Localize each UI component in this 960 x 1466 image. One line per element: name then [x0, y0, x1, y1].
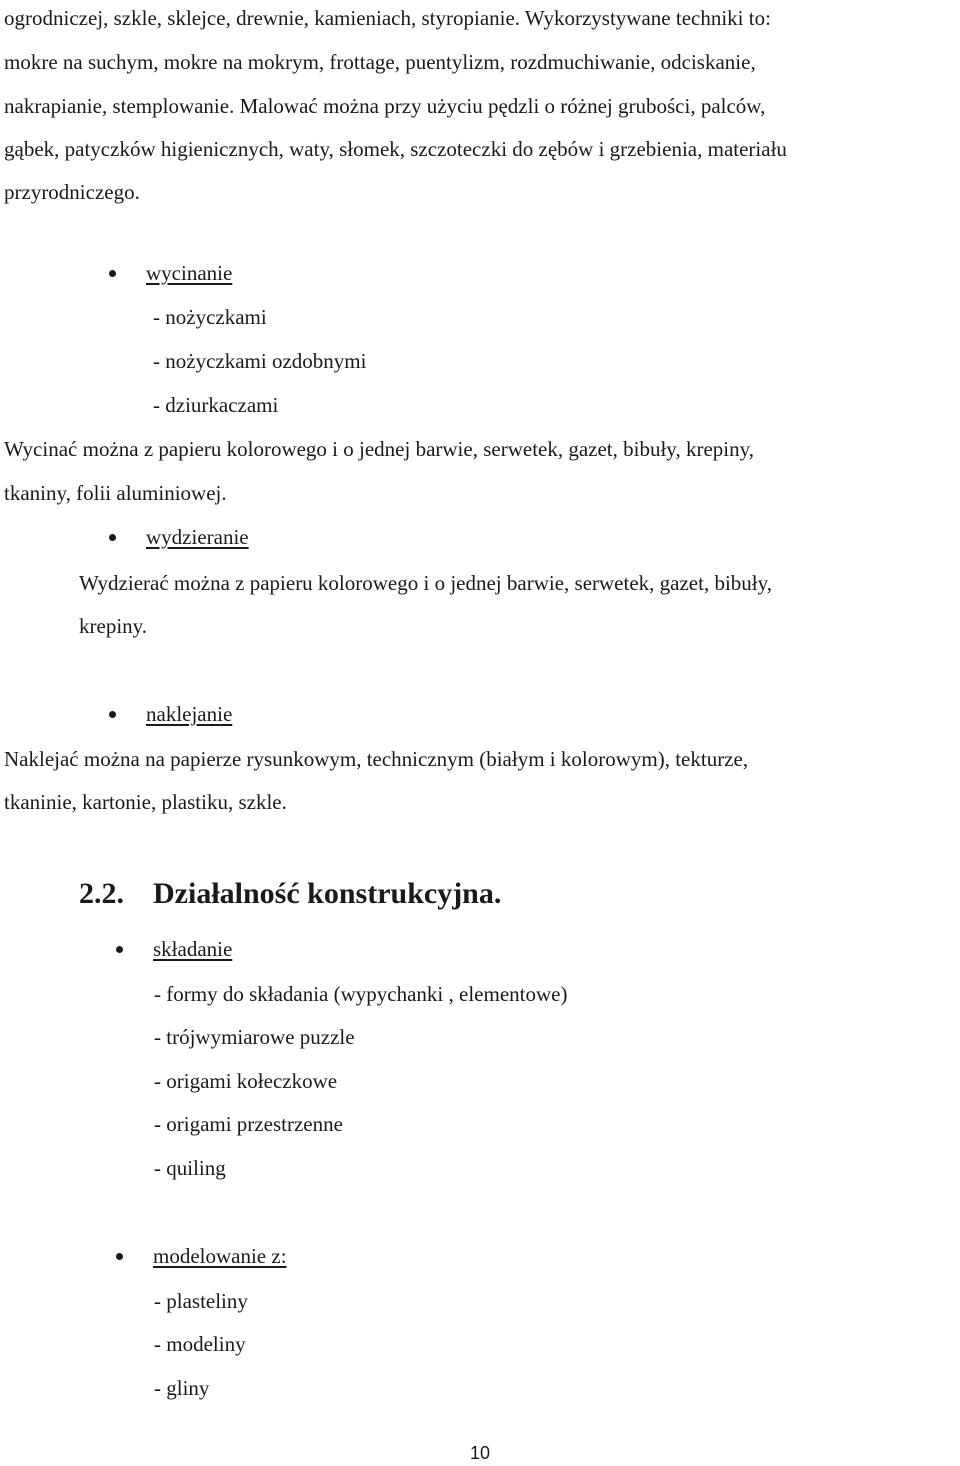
modelowanie-item-1: - plasteliny: [154, 1289, 248, 1313]
skladanie-item-2: - trójwymiarowe puzzle: [154, 1025, 355, 1049]
skladanie-item-3: - origami kołeczkowe: [154, 1069, 338, 1093]
wycinanie-item-2: - nożyczkami ozdobnymi: [153, 349, 367, 373]
intro-line-5: przyrodniczego.: [4, 180, 140, 204]
wycinanie-title: wycinanie: [146, 261, 233, 285]
wycinanie-desc-line-1: Wycinać można z papieru kolorowego i o jednej barwie, serwetek, gazet, bibuły, krepiny,: [4, 437, 754, 461]
wydzieranie-desc-line-1: Wydzierać można z papieru kolorowego i o jednej barwie, serwetek, gazet, bibuły,: [79, 571, 773, 595]
bullet-icon: [109, 534, 116, 541]
intro-line-1: ogrodniczej, szkle, sklejce, drewnie, kamieniach, styropianie. Wykorzystywane techniki to:: [4, 6, 771, 30]
modelowanie-title: modelowanie z:: [153, 1244, 287, 1268]
intro-line-3: nakrapianie, stemplowanie. Malować można przy użyciu pędzli o różnej grubości, palców,: [4, 94, 766, 118]
naklejanie-desc-line-2: tkaninie, kartonie, plastiku, szkle.: [4, 790, 287, 814]
section-number: 2.2.: [79, 877, 124, 910]
bullet-icon: [109, 270, 116, 277]
skladanie-item-4: - origami przestrzenne: [154, 1112, 343, 1136]
modelowanie-item-2: - modeliny: [154, 1332, 246, 1356]
bullet-icon: [116, 1253, 123, 1260]
naklejanie-title: naklejanie: [146, 702, 233, 726]
wydzieranie-desc-line-2: krepiny.: [79, 614, 148, 638]
wycinanie-item-1: - nożyczkami: [153, 305, 267, 329]
intro-line-4: gąbek, patyczków higienicznych, waty, słomek, szczoteczki do zębów i grzebienia, materiału: [4, 137, 787, 161]
intro-line-2: mokre na suchym, mokre na mokrym, frottage, puentylizm, rozdmuchiwanie, odciskanie,: [4, 50, 756, 74]
section-heading: [79, 876, 501, 912]
section-title: Działalność konstrukcyjna.: [153, 877, 502, 910]
modelowanie-item-3: - gliny: [154, 1376, 210, 1400]
naklejanie-desc-line-1: Naklejać można na papierze rysunkowym, technicznym (białym i kolorowym), tekturze,: [4, 747, 749, 771]
bullet-icon: [116, 946, 123, 953]
wycinanie-item-3: - dziurkaczami: [153, 393, 279, 417]
skladanie-item-5: - quiling: [154, 1156, 226, 1180]
bullet-icon: [109, 711, 116, 718]
skladanie-item-1: - formy do składania (wypychanki , elementowe): [154, 982, 568, 1006]
wycinanie-desc-line-2: tkaniny, folii aluminiowej.: [4, 481, 227, 505]
skladanie-title: składanie: [153, 937, 233, 961]
page-number: 10: [469, 1443, 491, 1463]
wydzieranie-title: wydzieranie: [146, 525, 249, 549]
